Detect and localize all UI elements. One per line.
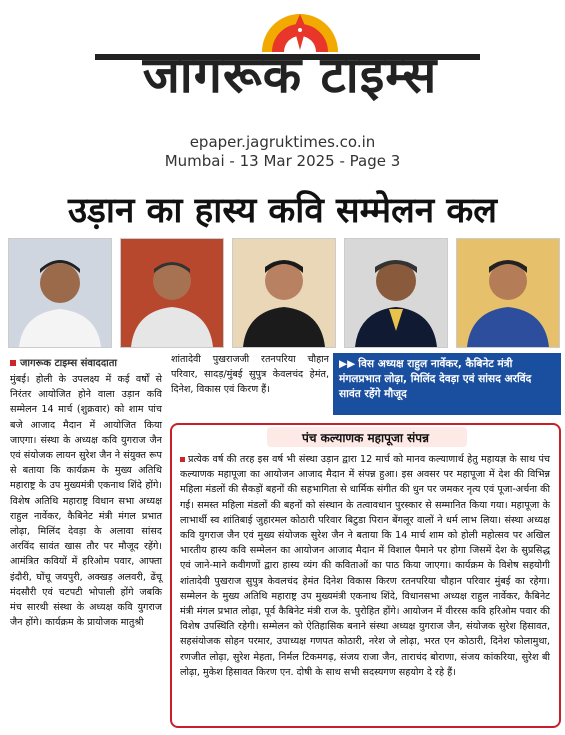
article-body-left: मुंबई। होली के उपलक्ष्य में कई वर्षों से निरंतर आयोजित होने वाला उड़ान कवि सम्मेलन 14 मार्च (शुक्रवार) को शाम पांच बजे आजाद मैदान में आयोजित किया जाएगा। संस्था के अध्यक्ष कवि युगराज जैन एवं संयोजक लायन सुरेश जैन ने संयुक्त रूप से बताया कि कार्यक्रम के मुख्य अतिथि महाराष्ट्र के उप मुख्यमंत्री एकनाथ शिंदे होंगे। विशेष अतिथि महाराष्ट्र विधान सभा अध्यक्ष राहुल नार्वेकर, कैबिनेट मंत्री मंगल प्रभात लोढ़ा, मिलिंद देवड़ा के अलावा सांसद अरविंद सावंत खास तौर पर मौजूद रहेंगे। आमंत्रित कवियों में हरिओम पवार, आफ्ता इंदौरी, घोंचू जयपुरी, अक्खड़ अलवरी, ढेंचू मंदसौरी एवं चटपटी भोपाली होंगे जबकि मंच सारथी संस्था के अध्यक्ष कवि युगराज जैन होंगे। कार्यक्रम के प्रायोजक मातुश्री — [10, 374, 162, 629]
sidebar-article-title: पंच कल्याणक महापूजा संपन्न — [302, 431, 429, 445]
byline-text: जागरूक टाइम्स संवाददाता — [20, 358, 118, 369]
portrait-photo — [120, 238, 224, 348]
bullet-square-icon — [10, 360, 16, 366]
article-headline: उड़ान का हास्य कवि सम्मेलन कल — [67, 191, 498, 231]
edition-info — [0, 133, 565, 171]
article-body-mid: शांतादेवी पुखराजजी रतनपरिया चौहान परिवार, सादड़/मुंबई सुपुत्र केवलचंद हेमंत, दिनेश, विकास एवं किरण हैं। — [171, 354, 329, 396]
highlight-text: विस अध्यक्ष राहुल नार्वेकर, कैबिनेट मंत्री मंगलप्रभात लोढ़ा, मिलिंद देवड़ा एवं सांसद अरविंद सावंत रहेंगे मौजूद — [339, 358, 532, 400]
portrait-photo — [232, 238, 336, 348]
edition-date: Mumbai - 13 Mar 2025 - Page 3 — [164, 152, 401, 170]
sidebar-article-body: प्रत्येक वर्ष की तरह इस वर्ष भी संस्था उड़ान द्वारा 12 मार्च को मानव कल्याणार्थ हेतु महायज्ञ के साथ पंच कल्याणक महापूजा का आयोजन आजाद मैदान में संपन्न हुआ। इस अवसर पर महापूजा में देश की विभिन्न महिला मंडलों की सैकड़ों बहनों की सहभागिता से धार्मिक संगीत की धुन पर जमकर नृत्य एवं पूजा-अर्चना की गई। समस्त महिला मंडलों की बहनों को संस्थान के तत्वावधान पुरस्कार से सम्मानित किया गया। महापूजा के लाभार्थी स्व शांतिबाई जुहारमल कोठारी परिवार बिटुडा पिरान बेंगलूर वालों ने धर्म लाभ लिया। संस्था अध्यक्ष कवि युगराज जैन एवं मुख्य संयोजक सुरेश जैन ने बताया कि 14 मार्च शाम को होली महोत्सव पर अखिल भारतीय हास्य कवि सम्मेलन का आयोजन आजाद मैदान में विशाल पैमाने पर होगा जिसमें देश के सुप्रसिद्ध एवं जाने-माने कवीगणों द्वारा हास्य व्यंग की कविताओं का पाठ किया जाएगा। कार्यक्रम के विशेष सहयोगी शांतादेवी पुखराज सुपुत्र केवलचंद हेमंत दिनेश विकास किरण रतनपरिया चौहान परिवार मुंबई का रहेगा। सम्मेलन के मुख्य अतिथि महाराष्ट्र उप मुख्यमंत्री एकनाथ शिंदे, विधानसभा अध्यक्ष राहुल नार्वेकर, कैबिनेट मंत्री मंगल प्रभात लोढ़ा, पूर्व कैबिनेट मंत्री राज के. पुरोहित होंगे। आयोजन में वीररस कवि हरिओम पवार की विशेष उपस्थिति रहेगी। सम्मेलन को ऐतिहासिक बनाने संस्था अध्यक्ष युगराज जैन, संयोजक सुरेश हिसावत, सहसंयोजक सोहन परमार, उपाध्यक्ष गणपत कोठारी, नरेश जे लोढ़ा, भरत एन कोठारी, दिनेश फोलामुथा, रणजीत लोढ़ा, सुरेश मेहता, निर्मल टिकमगढ़, संजय राजा जैन, ताराचंद बोराणा, संजय कांकरिया, सुरेश बी लोढ़ा, मुकेश हिसावत किरण एन. दोषी के साथ सभी सदस्यगण सहयोग दे रहे हैं। — [180, 454, 550, 678]
portrait-photo — [8, 238, 112, 348]
sidebar-article-body-wrap — [180, 452, 550, 680]
masthead — [0, 0, 565, 175]
highlight-box — [333, 353, 561, 415]
epaper-url[interactable]: epaper.jagruktimes.co.in — [189, 133, 376, 151]
byline — [10, 355, 160, 369]
double-arrow-icon: ▶▶ — [339, 358, 356, 370]
portrait-photo — [344, 238, 448, 348]
newspaper-logo: जागरूक टाइम्स — [142, 46, 438, 104]
sidebar-article — [170, 423, 561, 728]
photo-row — [8, 238, 560, 346]
bullet-square-icon — [180, 457, 185, 462]
portrait-photo — [456, 238, 560, 348]
